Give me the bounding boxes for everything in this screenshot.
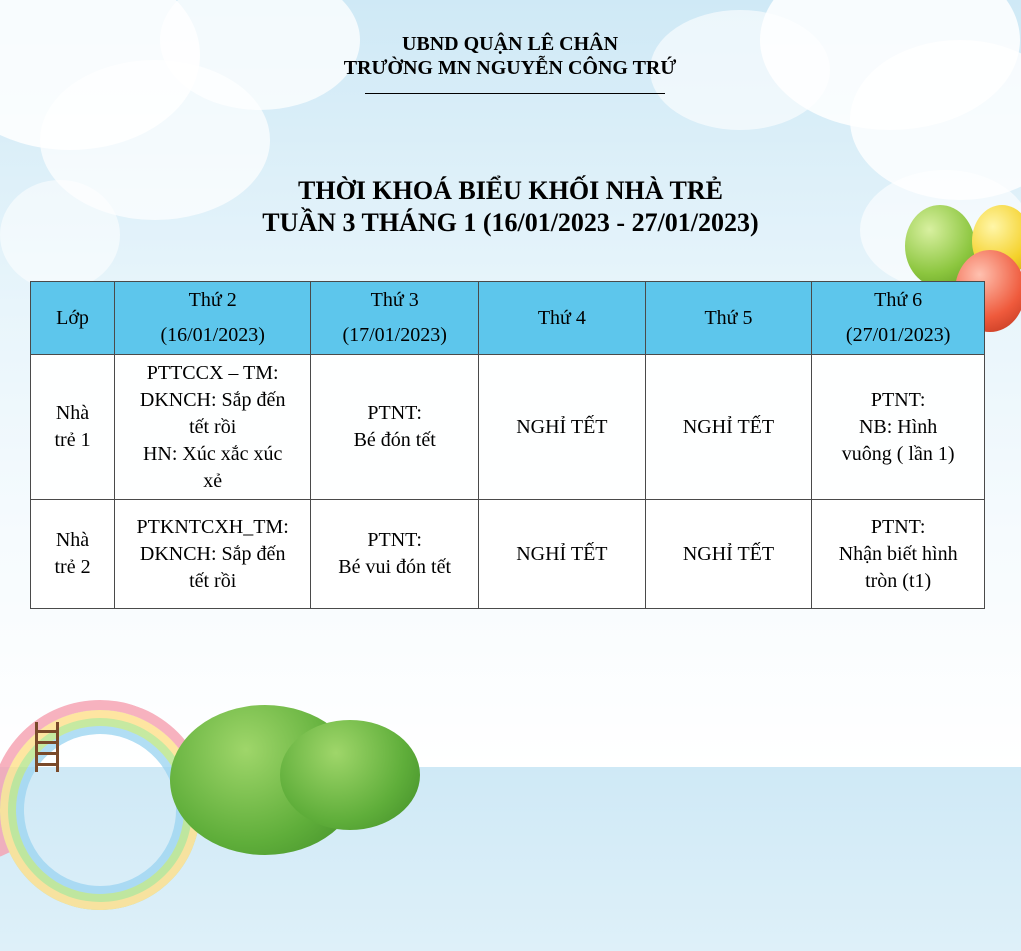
activity-line: NB: Hình: [858, 415, 938, 438]
activity-line: HN: Xúc xắc xúc: [142, 442, 283, 465]
class-name-line: trẻ 2: [54, 556, 91, 578]
ladder-decoration: [35, 722, 59, 772]
column-header-label: Thứ 4: [537, 306, 586, 329]
activity-line: tết rồi: [189, 415, 237, 438]
activity-line: vuông ( lần 1): [841, 442, 955, 465]
activity-line: DKNCH: Sắp đến: [139, 542, 286, 565]
green-hill-decoration: [280, 720, 420, 830]
activity-line: DKNCH: Sắp đến: [139, 388, 286, 411]
friday-cell: [812, 355, 985, 500]
monday-cell: [115, 355, 311, 500]
header-divider: [365, 93, 665, 94]
column-header-label: Thứ 3: [370, 289, 419, 311]
class-name-line: Nhà: [55, 402, 90, 424]
activity-line: PTNT:: [870, 515, 926, 538]
school-name: TRƯỜNG MN NGUYỄN CÔNG TRỨ: [343, 57, 677, 79]
activity-line: PTKNTCXH_TM:: [136, 515, 289, 538]
activity-line: PTTCCX – TM:: [146, 361, 279, 384]
column-header-label: Thứ 6: [874, 289, 923, 311]
activity-line: PTNT:: [870, 388, 926, 411]
column-header-thursday: [645, 282, 812, 355]
class-cell: [31, 500, 115, 609]
activity-line: Nhận biết hình: [838, 542, 958, 565]
wednesday-cell: [479, 355, 646, 500]
table-header-row: [31, 282, 985, 355]
column-header-friday: [812, 282, 985, 355]
holiday-text: NGHỈ TẾT: [682, 542, 775, 565]
thursday-cell: [645, 500, 812, 609]
activity-line: Bé vui đón tết: [338, 556, 452, 578]
schedule-table: [30, 281, 985, 609]
thursday-cell: [645, 355, 812, 500]
activity-line: Bé đón tết: [353, 429, 436, 451]
holiday-text: NGHỈ TẾT: [516, 415, 608, 438]
activity-line: xẻ: [203, 469, 223, 492]
activity-line: tết rồi: [189, 569, 237, 592]
column-header-wednesday: [479, 282, 646, 355]
class-cell: [31, 355, 115, 500]
column-header-tuesday: [311, 282, 479, 355]
column-header-label: Lớp: [56, 306, 89, 329]
tuesday-cell: [311, 500, 479, 609]
organization-heading: [310, 32, 710, 80]
page-title: [0, 175, 1021, 239]
table-row: [31, 500, 985, 609]
monday-cell: [115, 500, 311, 609]
activity-line: PTNT:: [367, 529, 422, 551]
activity-line: PTNT:: [367, 402, 422, 424]
column-header-class: [31, 282, 115, 355]
column-header-date: (16/01/2023): [160, 324, 265, 346]
holiday-text: NGHỈ TẾT: [516, 542, 608, 565]
activity-line: tròn (t1): [865, 569, 932, 592]
wednesday-cell: [479, 500, 646, 609]
holiday-text: NGHỈ TẾT: [682, 415, 775, 438]
title-line-2: TUẦN 3 THÁNG 1 (16/01/2023 - 27/01/2023): [262, 208, 759, 237]
district-name: UBND QUẬN LÊ CHÂN: [401, 33, 619, 55]
column-header-monday: [115, 282, 311, 355]
column-header-label: Thứ 5: [704, 306, 753, 329]
tuesday-cell: [311, 355, 479, 500]
table-row: [31, 355, 985, 500]
column-header-date: (27/01/2023): [845, 324, 951, 346]
friday-cell: [812, 500, 985, 609]
title-line-1: THỜI KHOÁ BIỂU KHỐI NHÀ TRẺ: [298, 176, 723, 205]
class-name-line: trẻ 1: [54, 429, 91, 451]
column-header-date: (17/01/2023): [342, 324, 447, 346]
class-name-line: Nhà: [55, 529, 90, 551]
column-header-label: Thứ 2: [188, 289, 237, 311]
